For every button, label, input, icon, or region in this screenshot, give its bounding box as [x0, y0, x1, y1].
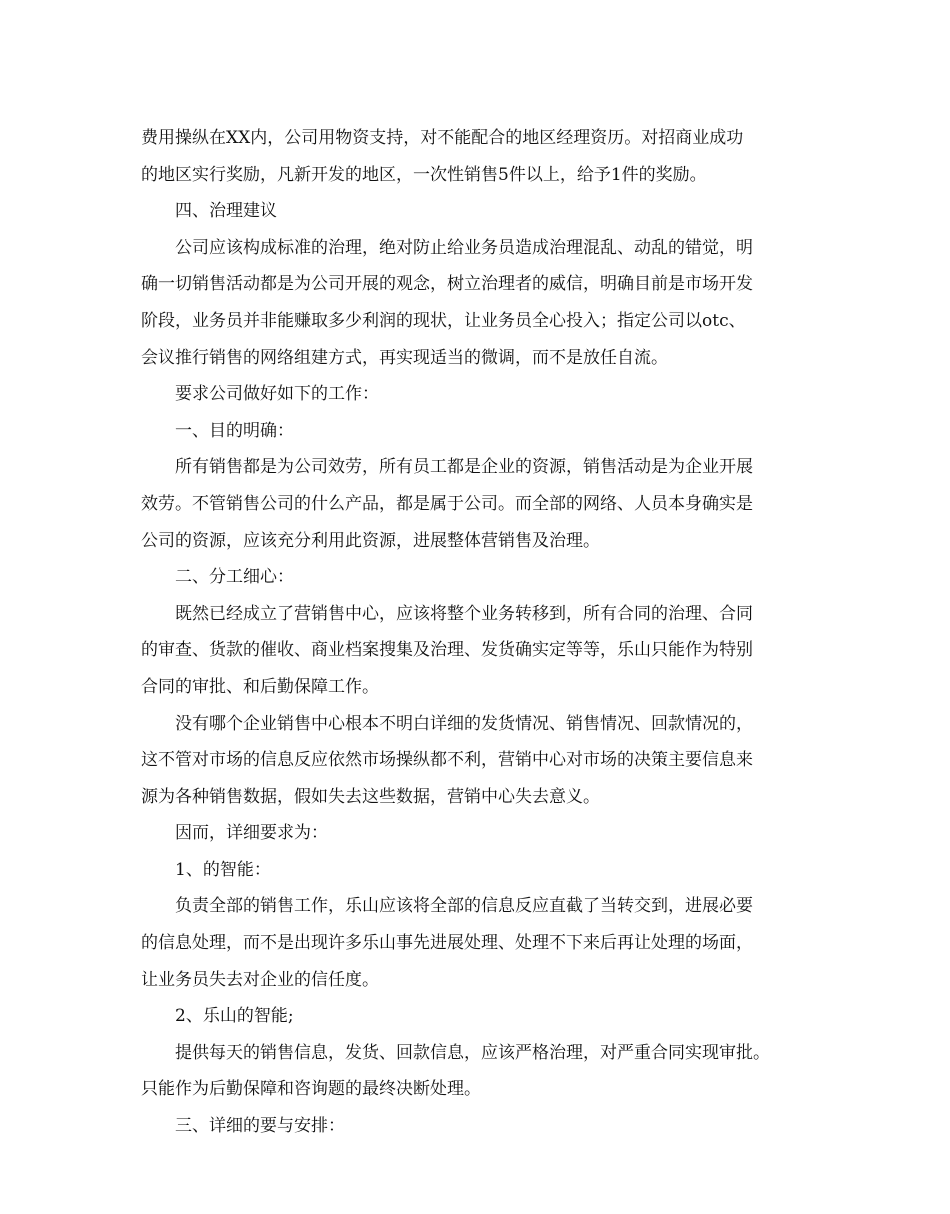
- paragraph-start: 提供每天的销售信息，发货、回款信息，应该严格治理，对严重合同实现审批。: [175, 1042, 770, 1063]
- paragraph-start: 公司应该构成标准的治理，绝对防止给业务员造成治理混乱、动乱的错觉，明: [175, 237, 753, 258]
- paragraph-start: 所有销售都是为公司效劳，所有员工都是企业的资源，销售活动是为企业开展: [175, 457, 753, 478]
- text-line: 确一切销售活动都是为公司开展的观念，树立治理者的威信，明确目前是市场开发: [141, 274, 753, 295]
- text-line: 效劳。不管销售公司的什么产品，都是属于公司。而全部的网络、人员本身确实是: [141, 493, 753, 514]
- text-line: 这不管对市场的信息反应依然市场操纵都不利，营销中心对市场的决策主要信息来: [141, 750, 753, 771]
- text-line: 公司的资源，应该充分利用此资源，进展整体营销售及治理。: [141, 530, 600, 551]
- section-heading: 一、目的明确：: [175, 420, 294, 441]
- text-line: 费用操纵在XX内，公司用物资支持，对不能配合的地区经理资历。对招商业成功: [141, 128, 744, 148]
- text-line: 的地区实行奖励，凡新开发的地区，一次性销售5件以上，给予1件的奖励。: [141, 164, 707, 185]
- text-line: 让业务员失去对企业的信任度。: [141, 969, 379, 990]
- text-line: 的信息处理，而不是出现许多乐山事先进展处理、处理不下来后再让处理的场面，: [141, 933, 753, 954]
- paragraph-start: 既然已经成立了营销售中心，应该将整个业务转移到，所有合同的治理、合同: [175, 603, 753, 624]
- text-line: 会议推行销售的网络组建方式，再实现适当的微调，而不是放任自流。: [141, 347, 668, 368]
- section-heading: 四、治理建议: [175, 201, 277, 222]
- text-line: 的审查、货款的催收、商业档案搜集及治理、发货确实定等等，乐山只能作为特别: [141, 640, 753, 661]
- section-heading: 二、分工细心：: [175, 567, 294, 588]
- section-heading: 三、详细的要与安排：: [175, 1116, 345, 1137]
- document-body: [141, 120, 821, 1145]
- paragraph-start: 负责全部的销售工作，乐山应该将全部的信息反应直截了当转交到，进展必要: [175, 896, 753, 917]
- section-heading: 2、乐山的智能;: [175, 1006, 294, 1027]
- paragraph-start: 没有哪个企业销售中心根本不明白详细的发货情况、销售情况、回款情况的，: [175, 713, 753, 734]
- text-line: 合同的审批、和后勤保障工作。: [141, 676, 379, 697]
- section-heading: 1、的智能：: [175, 859, 271, 880]
- text-line: 只能作为后勤保障和咨询题的最终决断处理。: [141, 1079, 481, 1100]
- text-line: 源为各种销售数据，假如失去这些数据，营销中心失去意义。: [141, 786, 600, 807]
- paragraph-start: 要求公司做好如下的工作：: [175, 384, 379, 405]
- text-line: 阶段，业务员并非能赚取多少利润的现状，让业务员全心投入；指定公司以otc、: [141, 310, 746, 331]
- paragraph-start: 因而，详细要求为：: [175, 823, 328, 844]
